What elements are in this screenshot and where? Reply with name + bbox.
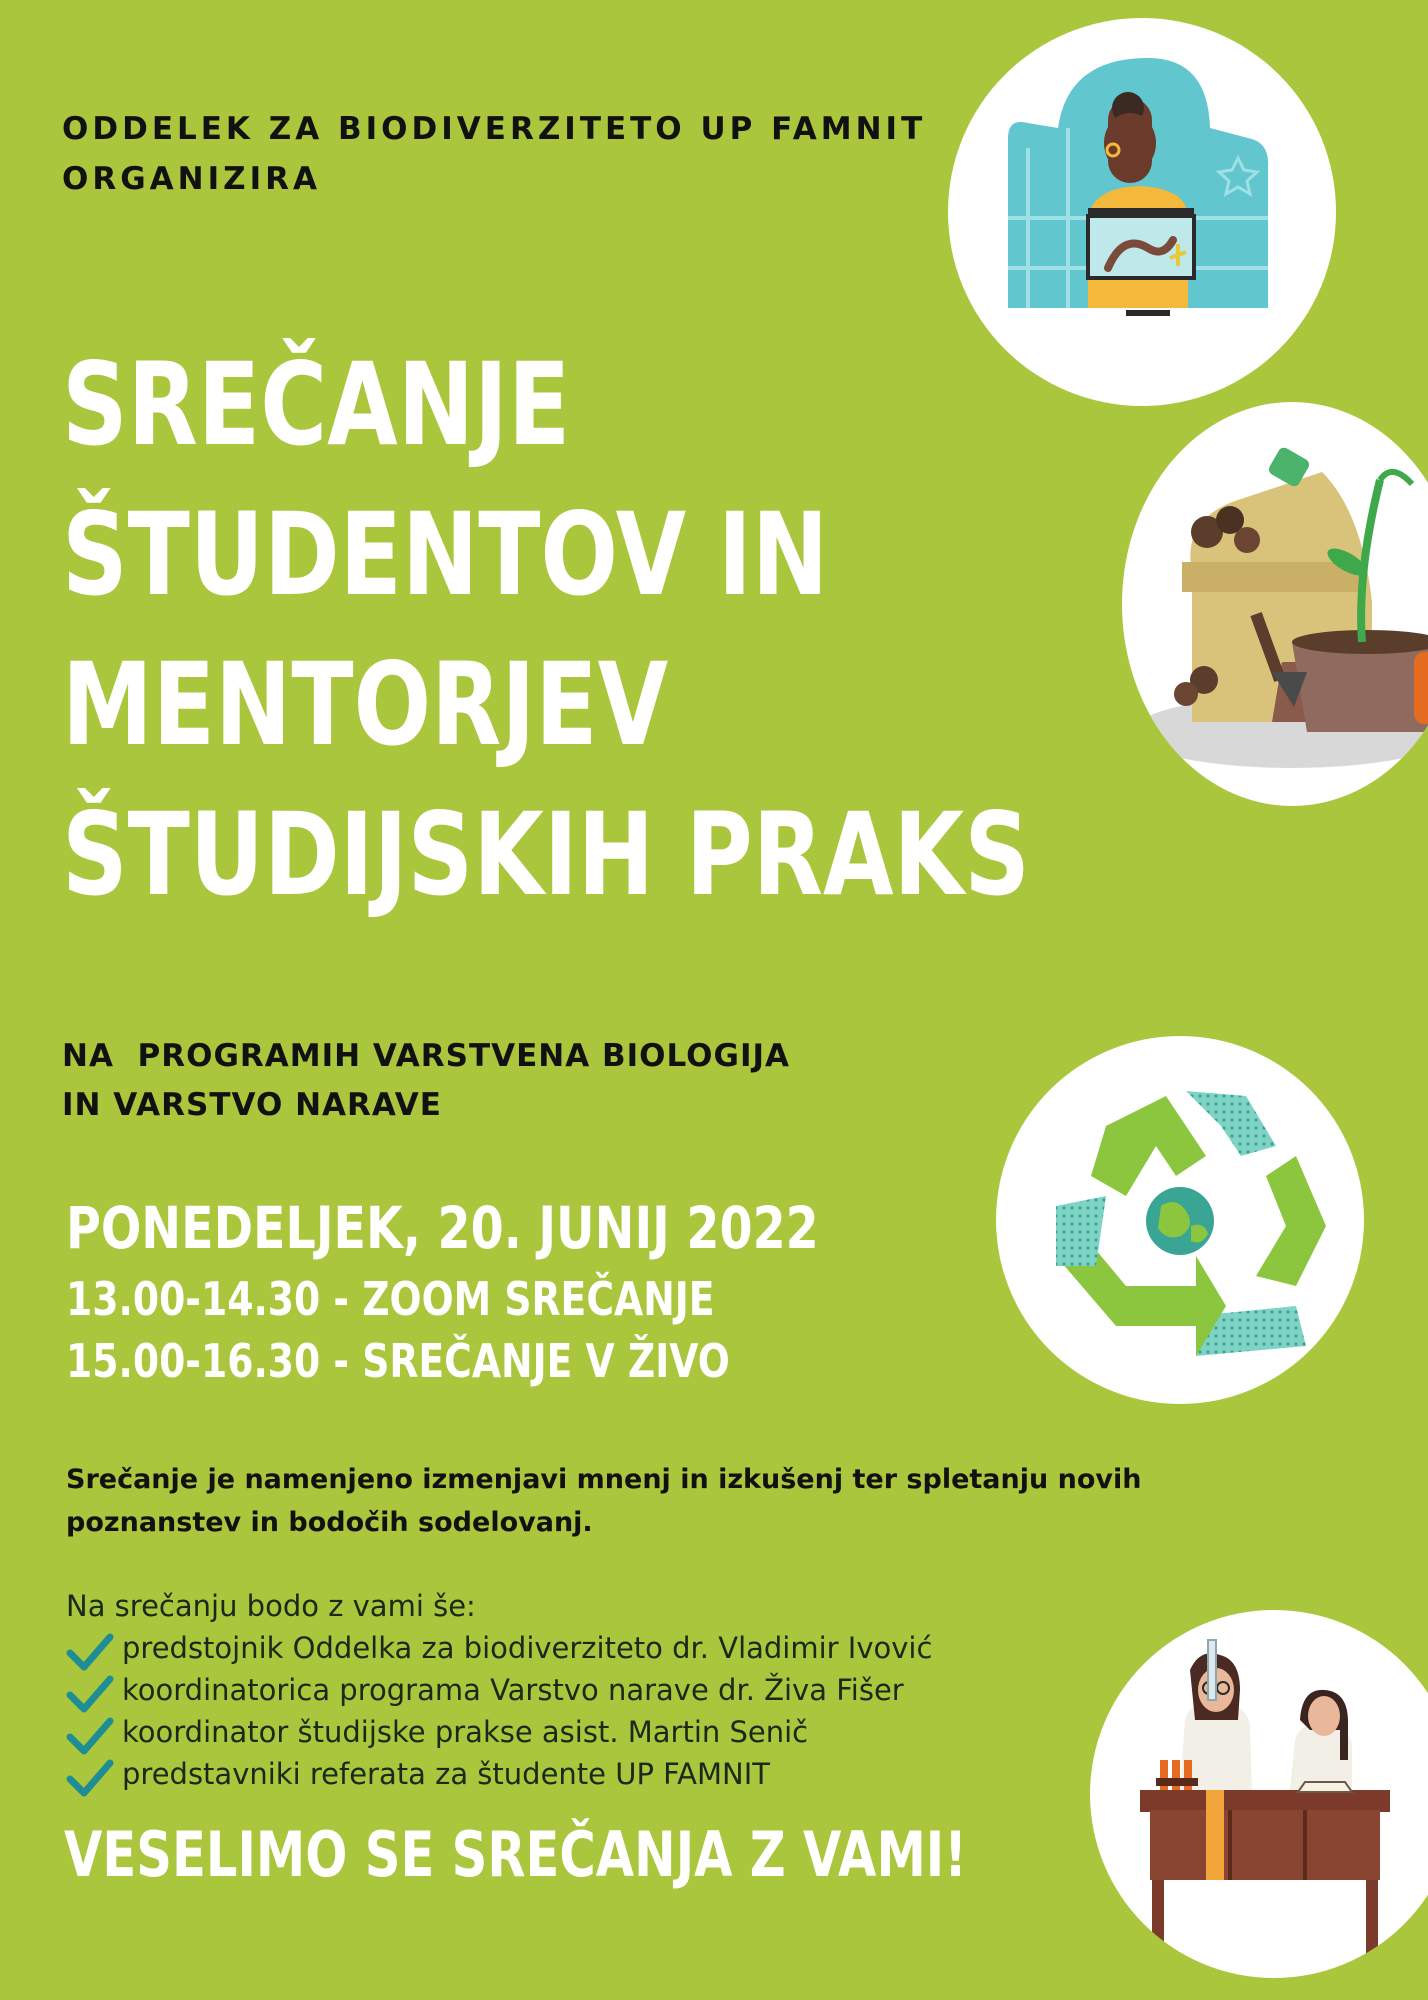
event-date: PONEDELJEK, 20. JUNIJ 2022	[66, 1194, 819, 1262]
guest-item-label: predstavniki referata za študente UP FAMNIT	[122, 1757, 770, 1791]
program-subtitle	[62, 1032, 790, 1130]
guest-item-label: koordinator študijske prakse asist. Martin Senič	[122, 1715, 809, 1749]
title-line-4: ŠTUDIJSKIH PRAKS	[62, 788, 1030, 921]
schedule	[66, 1188, 819, 1392]
guest-item	[66, 1627, 1066, 1669]
lab-scientists-illustration	[1090, 1610, 1428, 1978]
recycle-globe-illustration	[996, 1036, 1364, 1404]
main-title	[62, 330, 1030, 930]
description-line-1: Srečanje je namenjeno izmenjavi mnenj in izkušenj ter spletanju novih	[66, 1464, 1142, 1495]
organizer-heading	[62, 104, 962, 204]
schedule-slot-1: 13.00-14.30 - ZOOM SREČANJE	[66, 1272, 715, 1326]
guest-item-label: predstojnik Oddelka za biodiverziteto dr. Vladimir Ivović	[122, 1631, 933, 1665]
guest-item	[66, 1711, 1066, 1753]
title-line-2: ŠTUDENTOV IN	[62, 488, 829, 621]
checkmark-icon	[66, 1633, 114, 1673]
description-line-2: poznanstev in bodočih sodelovanj.	[66, 1507, 593, 1538]
student-terrarium-illustration	[948, 18, 1336, 406]
guest-item	[66, 1753, 1066, 1795]
closing-message: VESELIMO SE SREČANJA Z VAMI!	[64, 1818, 967, 1891]
guest-list	[66, 1585, 1066, 1795]
subtitle-line-1: NA PROGRAMIH VARSTVENA BIOLOGIJA	[62, 1038, 791, 1074]
checkmark-icon	[66, 1759, 114, 1799]
guest-item-label: koordinatorica programa Varstvo narave dr. Živa Fišer	[122, 1673, 904, 1707]
title-line-1: SREČANJE	[62, 338, 571, 471]
event-description	[66, 1458, 1246, 1544]
checkmark-icon	[66, 1675, 114, 1715]
schedule-slot-2: 15.00-16.30 - SREČANJE V ŽIVO	[66, 1334, 730, 1388]
title-line-3: MENTORJEV	[62, 638, 669, 771]
plant-pot-illustration	[1122, 402, 1428, 806]
guest-item	[66, 1669, 1066, 1711]
organizer-line-1: ODDELEK ZA BIODIVERZITETO UP FAMNIT	[62, 111, 927, 147]
guest-intro: Na srečanju bodo z vami še:	[66, 1589, 476, 1623]
checkmark-icon	[66, 1717, 114, 1757]
organizer-line-2: ORGANIZIRA	[62, 161, 322, 197]
subtitle-line-2: IN VARSTVO NARAVE	[62, 1087, 442, 1123]
